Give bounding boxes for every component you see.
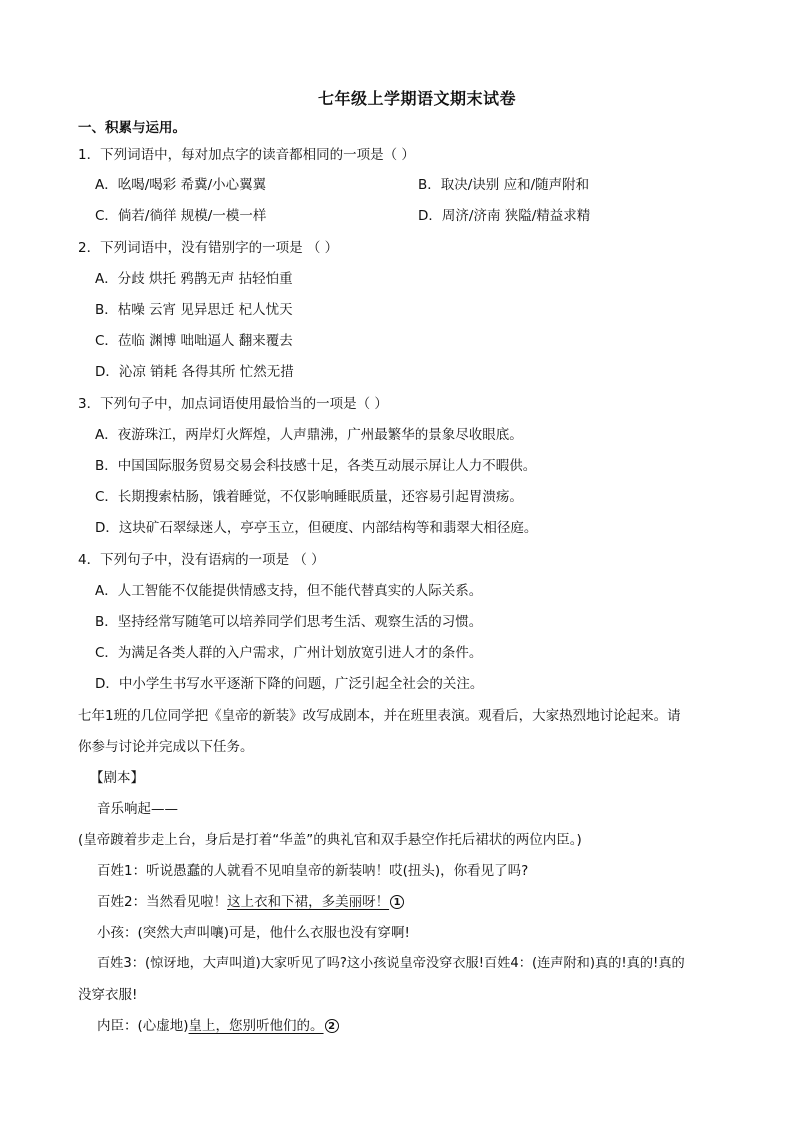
question-2-stem: 2．下列词语中，没有错别字的一项是 （ ）: [78, 240, 339, 256]
question-1-option-b: B．取决/诀别 应和/随声附和: [418, 177, 590, 193]
script-line-citizen-2-text: 百姓2：当然看见啦！: [97, 894, 228, 910]
script-line-child: 小孩：(突然大声叫嚷)可是，他什么衣服也没有穿啊!: [97, 925, 410, 941]
question-1-option-d: D．周济/济南 狭隘/精益求精: [418, 208, 591, 224]
question-4-option-a: A．人工智能不仅能提供情感支持，但不能代替真实的人际关系。: [95, 583, 483, 599]
script-line-citizen-1: 百姓1：听说愚蠢的人就看不见咱皇帝的新装呐！哎(扭头)，你看见了吗?: [97, 863, 529, 879]
question-3-option-a: A．夜游珠江，两岸灯火辉煌，人声鼎沸，广州最繁华的景象尽收眼底。: [95, 427, 523, 443]
question-4-stem: 4．下列句子中，没有语病的一项是 （ ）: [78, 552, 325, 568]
question-4-option-b: B．坚持经常写随笔可以培养同学们思考生活、观察生活的习惯。: [95, 614, 483, 630]
script-line-citizen-3-4: 百姓3：(惊讶地，大声叫道)大家听见了吗?这小孩说皇帝没穿衣服!百姓4：(连声附和)真的!真的!真的: [97, 956, 685, 971]
script-music-cue: 音乐响起——: [97, 801, 178, 817]
question-1-option-a: A．吆喝/喝彩 希冀/小心翼翼: [95, 177, 267, 193]
question-1-stem: 1．下列词语中，每对加点字的读音都相同的一项是（ ）: [78, 147, 415, 163]
question-2-option-c: C．莅临 渊博 咄咄逼人 翻来覆去: [95, 333, 293, 349]
script-line-minister-text: 内臣：(心虚地): [97, 1018, 189, 1034]
circled-number-2: 2: [325, 1019, 339, 1033]
question-2-option-d: D．沁凉 销耗 各得其所 忙然无措: [95, 364, 294, 380]
underlined-phrase-2: 皇上，您别听他们的。: [188, 1018, 324, 1034]
script-line-citizen-2: [97, 892, 404, 912]
question-3-option-d: D．这块矿石翠绿迷人，亭亭玉立，但硬度、内部结构等和翡翠大相径庭。: [95, 520, 538, 536]
question-2-option-a: A．分歧 烘托 鸦鹊无声 拈轻怕重: [95, 271, 293, 287]
question-3-option-c: C．长期搜索枯肠，饿着睡觉，不仅影响睡眠质量，还容易引起胃溃疡。: [95, 489, 523, 505]
intro-paragraph-line-2: 你参与讨论并完成以下任务。: [78, 739, 254, 755]
question-2-option-b: B．枯噪 云宵 见异思迁 杞人忧天: [95, 302, 293, 318]
circled-number-1: 1: [390, 895, 404, 909]
script-heading: 【剧本】: [90, 770, 144, 786]
question-3-stem: 3．下列句子中，加点词语使用最恰当的一项是（ ）: [78, 396, 388, 412]
intro-paragraph-line-1: 七年1班的几位同学把《皇帝的新装》改写成剧本，并在班里表演。观看后，大家热烈地讨论起来。请: [78, 708, 681, 724]
underlined-phrase-1: 这上衣和下裙，多美丽呀！: [227, 894, 390, 910]
page-title: 七年级上学期语文期末试卷: [317, 89, 516, 108]
question-3-option-b: B．中国国际服务贸易交易会科技感十足，各类互动展示屏让人力不暇供。: [95, 458, 537, 474]
script-line-minister: [97, 1016, 339, 1036]
script-stage-direction: (皇帝踱着步走上台，身后是打着“华盖”的典礼官和双手悬空作托后裙状的两位内臣。): [78, 832, 582, 848]
script-line-citizen-3-4-cont: 没穿衣服!: [78, 987, 138, 1003]
section-heading: 一、积累与运用。: [78, 120, 186, 136]
question-4-option-d: D．中小学生书写水平逐渐下降的问题，广泛引起全社会的关注。: [95, 676, 484, 692]
question-4-option-c: C．为满足各类人群的入户需求，广州计划放宽引进人才的条件。: [95, 645, 483, 661]
question-1-option-c: C．倘若/徜徉 规模/一模一样: [95, 208, 267, 224]
